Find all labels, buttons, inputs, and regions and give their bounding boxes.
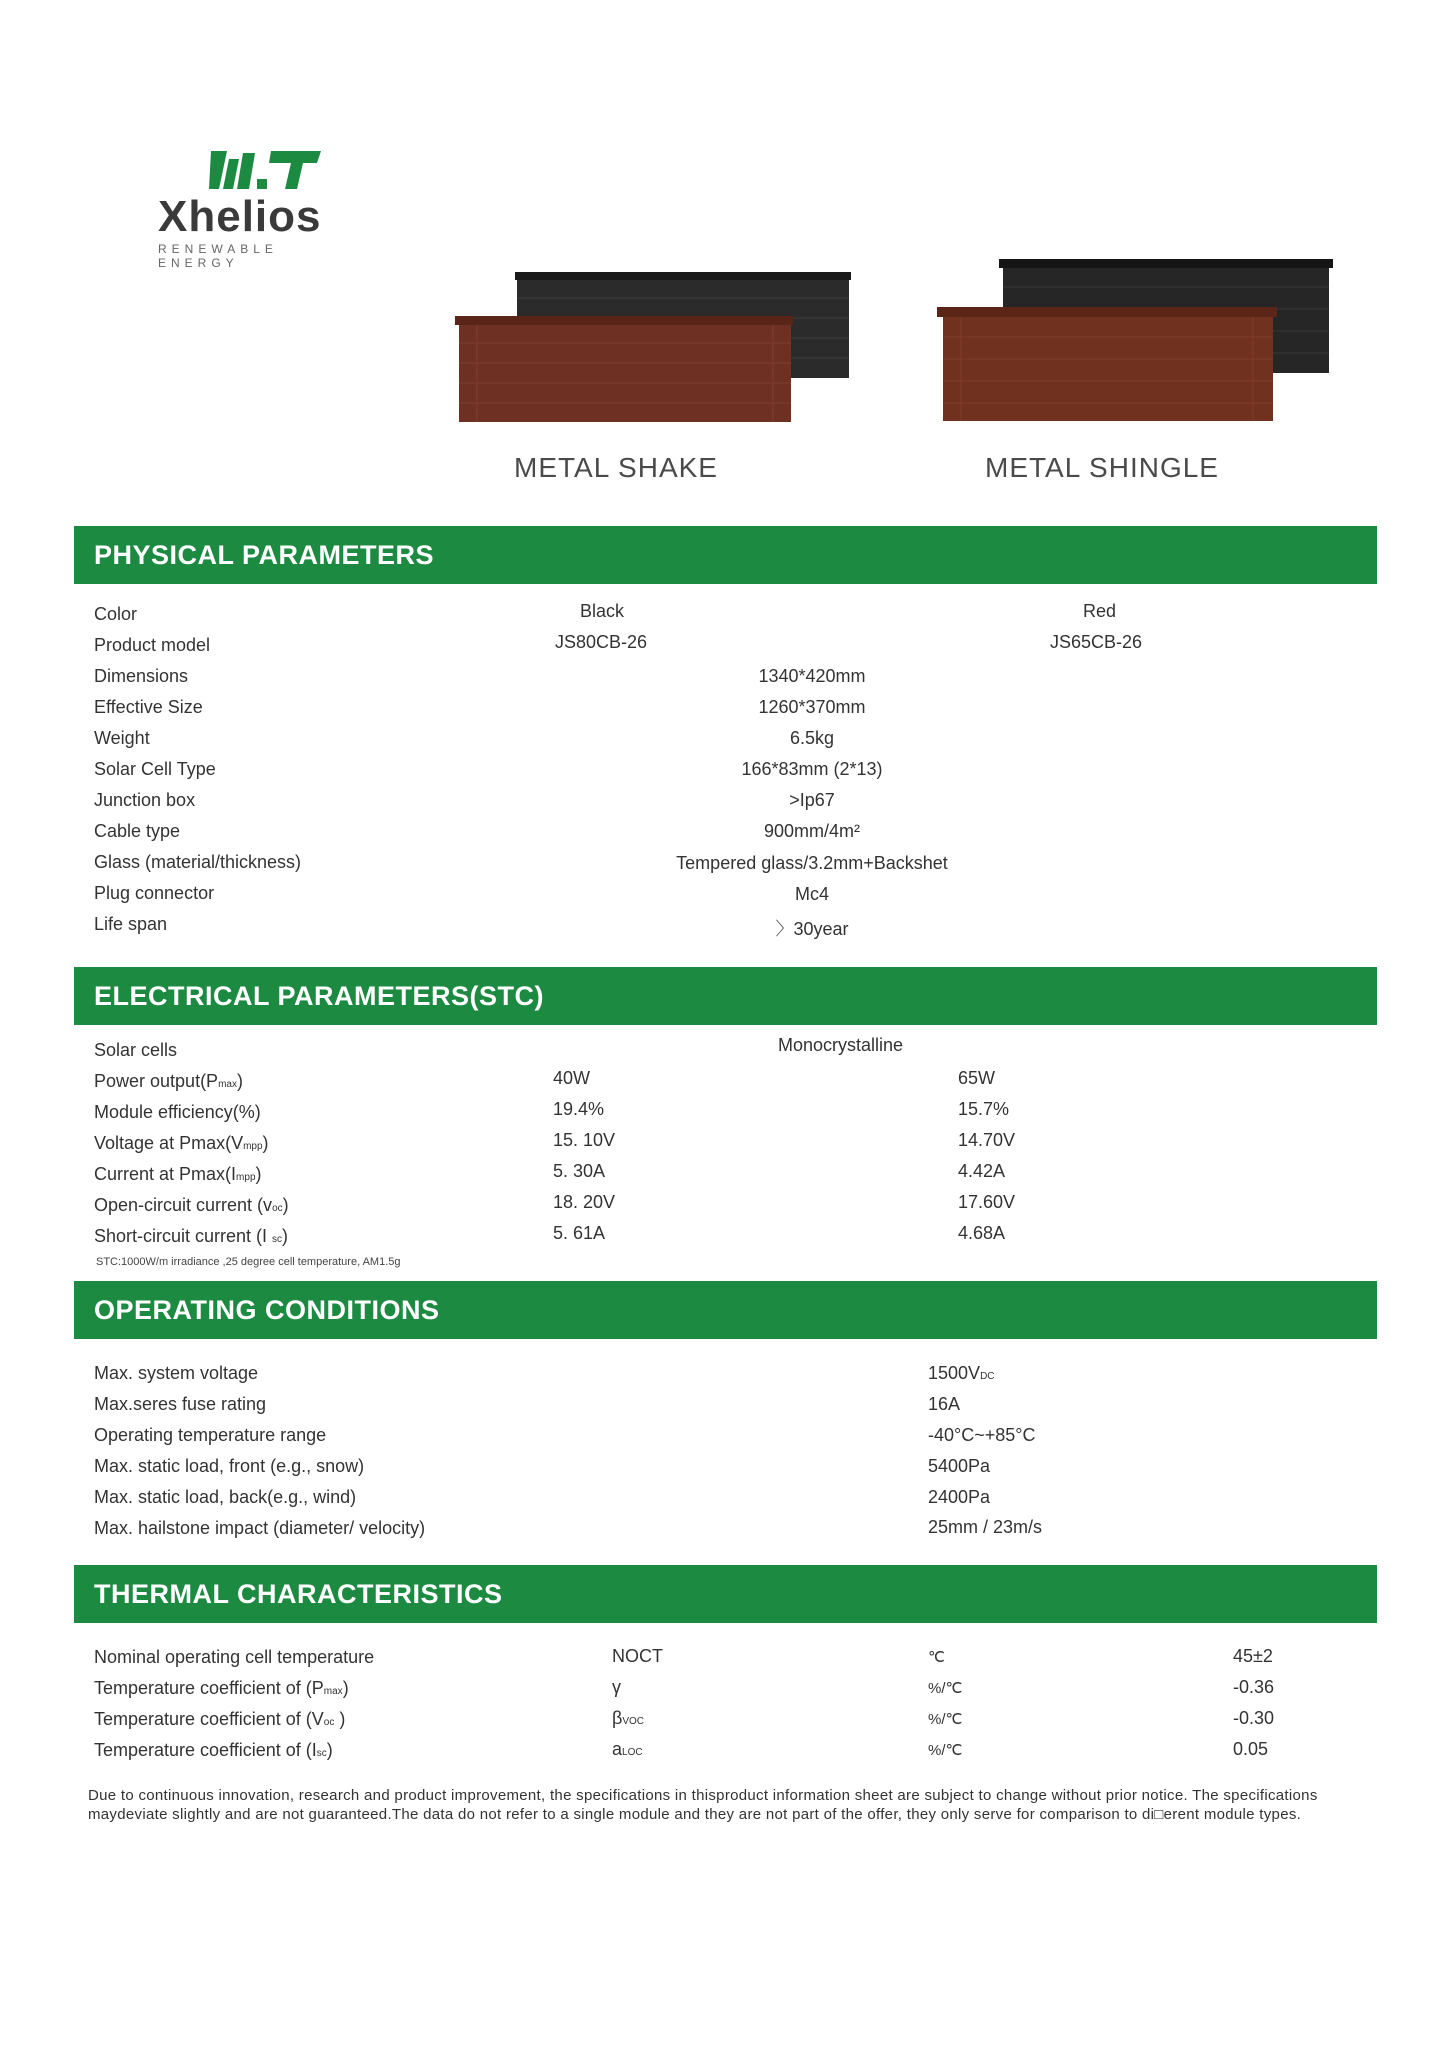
param-value: 65W	[958, 1068, 996, 1088]
param-value: 45±2	[1233, 1646, 1273, 1666]
param-label: Max. system voltage	[94, 1363, 259, 1383]
param-value: JS80CB-26	[555, 632, 648, 652]
param-value: 17.60V	[958, 1192, 1016, 1212]
param-value: Red	[1083, 601, 1117, 621]
param-value: Tempered glass/3.2mm+Backshet	[676, 853, 948, 873]
param-label: Life span	[94, 914, 168, 934]
param-symbol: βVOC	[612, 1708, 645, 1728]
param-value: 4.68A	[958, 1223, 1006, 1243]
param-value: 1340*420mm	[758, 666, 866, 686]
param-label: Solar Cell Type	[94, 759, 216, 779]
metal-shingle-image	[935, 255, 1335, 427]
param-value: JS65CB-26	[1050, 632, 1143, 652]
param-value: 40W	[553, 1068, 591, 1088]
param-value: 0.05	[1233, 1739, 1269, 1759]
param-value: 5400Pa	[928, 1456, 991, 1476]
param-value: 900mm/4m²	[763, 821, 861, 841]
param-symbol: γ	[612, 1677, 621, 1697]
param-label: Cable type	[94, 821, 181, 841]
param-value: 16A	[928, 1394, 961, 1414]
section-header-operating	[74, 1281, 1377, 1339]
brand-tagline: RENEWABLE ENERGY	[158, 242, 278, 270]
param-value: 1500VDC	[928, 1363, 995, 1383]
section-header-physical	[74, 526, 1377, 584]
section-header-thermal	[74, 1565, 1377, 1623]
param-label: Current at Pmax(Impp)	[94, 1164, 262, 1184]
product-label-metal-shake: METAL SHAKE	[514, 452, 718, 483]
section-title: PHYSICAL PARAMETERS	[94, 540, 435, 570]
param-symbol: NOCT	[612, 1646, 663, 1666]
param-unit: ℃	[928, 1649, 945, 1666]
param-label: Weight	[94, 728, 150, 748]
param-label: Product model	[94, 635, 211, 655]
param-label: Solar cells	[94, 1040, 178, 1060]
param-label: Effective Size	[94, 697, 203, 717]
param-label: Module efficiency(%)	[94, 1102, 261, 1122]
param-unit: %/℃	[928, 1711, 963, 1728]
param-value: 5. 30A	[553, 1161, 606, 1181]
param-value: 166*83mm (2*13)	[741, 759, 883, 779]
param-value: -40°C~+85°C	[928, 1425, 1036, 1445]
param-value: Black	[580, 601, 625, 621]
stc-note: STC:1000W/m irradiance ,25 degree cell temperature, AM1.5g	[96, 1256, 401, 1268]
param-value: 4.42A	[958, 1161, 1006, 1181]
disclaimer-text: Due to continuous innovation, research and product improvement, the specifications in thisproduct information sheet are subject to change without prior notice. The specifications maydeviate slightly and are not guaranteed.The data do not refer to a single module and they are not part of the offer, they only serve for comparison to di□erent module types.	[88, 1787, 1318, 1823]
param-value: Monocrystalline	[778, 1035, 904, 1055]
section-title: THERMAL CHARACTERISTICS	[94, 1579, 503, 1609]
param-value: 15. 10V	[553, 1130, 616, 1150]
param-value: >Ip67	[789, 790, 835, 810]
param-value: 6.5kg	[789, 728, 835, 748]
param-symbol: aLOC	[612, 1739, 643, 1759]
param-label: Open-circuit current (voc)	[94, 1195, 289, 1215]
param-label: Max.seres fuse rating	[94, 1394, 267, 1414]
param-value: 2400Pa	[928, 1487, 991, 1507]
param-label: Operating temperature range	[94, 1425, 327, 1445]
param-label: Max. static load, back(e.g., wind)	[94, 1487, 357, 1507]
param-label: Color	[94, 604, 138, 624]
param-value: 15.7%	[958, 1099, 1010, 1119]
product-label-metal-shingle: METAL SHINGLE	[985, 452, 1219, 483]
param-value: 5. 61A	[553, 1223, 606, 1243]
param-value: 〉30year	[775, 919, 849, 939]
section-title: OPERATING CONDITIONS	[94, 1295, 440, 1325]
param-unit: %/℃	[928, 1680, 963, 1697]
param-label: Junction box	[94, 790, 196, 810]
brand-name: Xhelios	[158, 192, 322, 241]
param-value: -0.36	[1233, 1677, 1275, 1697]
param-label: Power output(Pmax)	[94, 1071, 243, 1091]
param-value: 1260*370mm	[758, 697, 866, 717]
param-label: Temperature coefficient of (Isc)	[94, 1740, 333, 1760]
param-label: Short-circuit current (I sc)	[94, 1226, 289, 1246]
param-label: Max. hailstone impact (diameter/ velocity)	[94, 1518, 426, 1538]
param-value: 14.70V	[958, 1130, 1016, 1150]
param-label: Max. static load, front (e.g., snow)	[94, 1456, 365, 1476]
param-label: Glass (material/thickness)	[94, 852, 302, 872]
param-value: -0.30	[1233, 1708, 1275, 1728]
param-value: 25mm / 23m/s	[928, 1517, 1043, 1537]
param-label: Dimensions	[94, 666, 189, 686]
param-value: 19.4%	[553, 1099, 605, 1119]
param-value: Mc4	[794, 884, 829, 904]
param-value: 18. 20V	[553, 1192, 616, 1212]
brand-mark-icon	[205, 145, 325, 197]
param-unit: %/℃	[928, 1742, 963, 1759]
section-title: ELECTRICAL PARAMETERS(STC)	[94, 981, 544, 1011]
param-label: Voltage at Pmax(Vmpp)	[94, 1133, 269, 1153]
param-label: Plug connector	[94, 883, 215, 903]
param-label: Nominal operating cell temperature	[94, 1647, 375, 1667]
metal-shake-image	[455, 268, 855, 428]
param-label: Temperature coefficient of (Pmax)	[94, 1678, 349, 1698]
section-header-electrical	[74, 967, 1377, 1025]
param-label: Temperature coefficient of (Voc )	[94, 1709, 346, 1729]
